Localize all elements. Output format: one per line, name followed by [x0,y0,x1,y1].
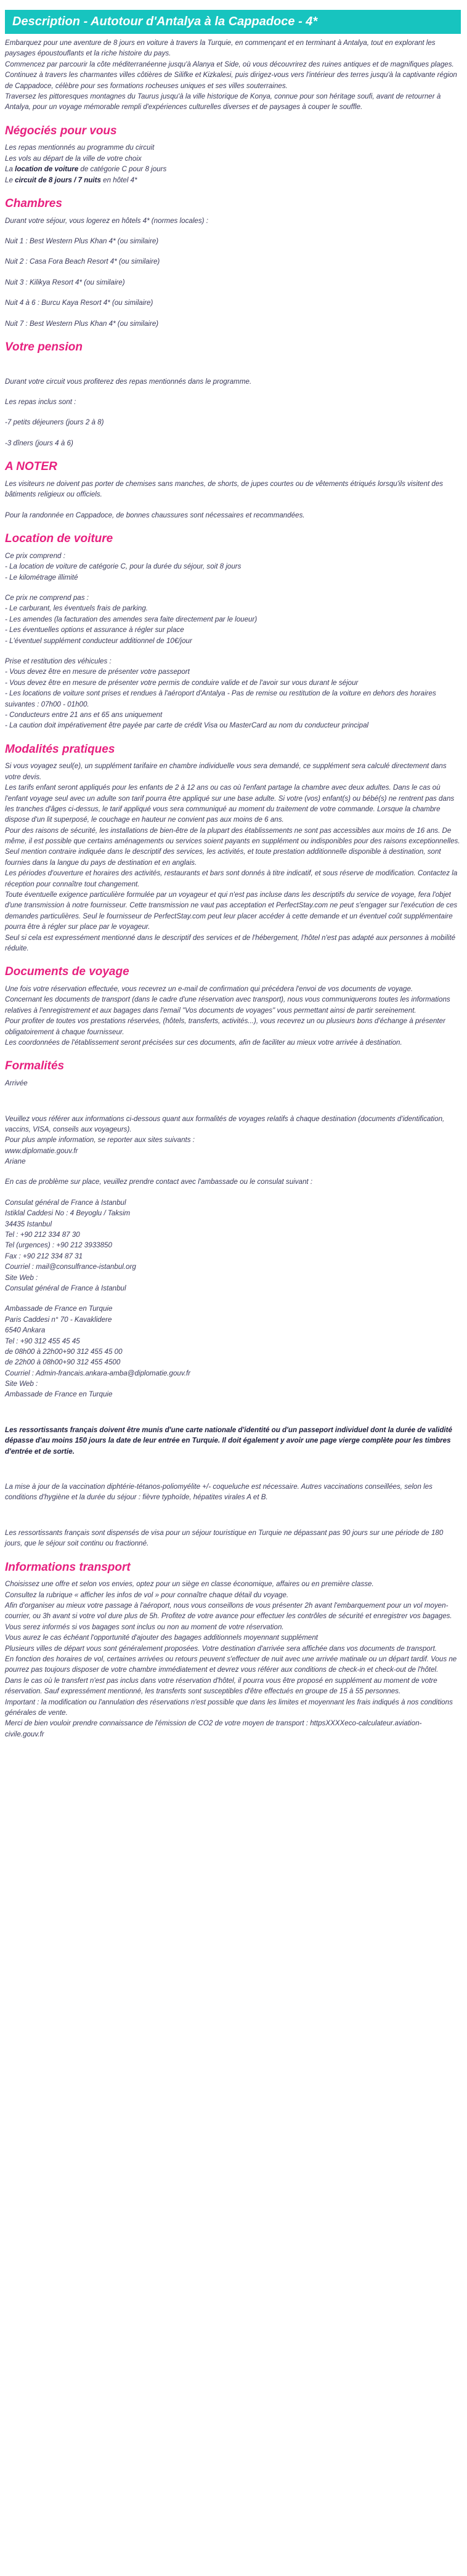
vaccination-text: La mise à jour de la vaccination diphtérie-tétanos-poliomyélite +/- coqueluche est nécessaire. Autres vaccinations conseillées, selon les conditions d'hygiène et la durée du séjour : fièvre typhoïde, hépatites virales A et B. [5,1483,432,1502]
section-heading-negocies: Négociés pour vous [5,124,117,137]
pension-breakfasts: -7 petits déjeuners (jours 2 à 8) [5,418,104,427]
excludes-label: Ce prix ne comprend pas : [5,593,89,602]
negocies-circuit-line [5,175,461,185]
noter-line: Les visiteurs ne doivent pas porter de chemises sans manches, de shorts, de jupes courtes ou de vêtements étriqués lorsqu'ils visitent des bâtiments religieux ou officiels. [5,479,444,499]
pickup-item: - La caution doit impérativement être payée par carte de crédit Visa ou MasterCard au nom du conducteur principal [5,721,369,730]
excludes-item: - Les éventuelles options et assurance à régler sur place [5,626,184,634]
pension-included-label: Les repas inclus sont : [5,398,76,407]
noter-line: Pour la randonnée en Cappadoce, de bonnes chaussures sont nécessaires et recommandées. [5,511,305,519]
intro-paragraph: Embarquez pour une aventure de 8 jours en voiture à travers la Turquie, en commençant et en terminant à Antalya, tout en explorant les paysages époustouflants et la riche histoire du pays. [5,39,436,58]
pension-section [5,359,461,449]
pickup-item: - Les locations de voiture sont prises et rendues à l'aéroport d'Antalya - Pas de remise ou restitution de la voiture en dehors des horaires suivantes : 07h00 - 01h00. [5,689,436,708]
transport-paragraph: Important : la modification ou l'annulation des réservations n'est possible que dans les limites et moyennant les frais indiqués à nos conditions générales de vente. [5,1698,453,1717]
section-heading-formalites: Formalités [5,1059,65,1073]
excludes-item: - Les amendes (la facturation des amendes sera faite directement par le loueur) [5,615,258,623]
modalites-paragraph: Toute éventuelle exigence particulière formulée par un voyageur et qui n'est pas incluse dans les descriptifs du service de voyage, fera l'objet d'une transmission à notre fournisseur. Cette transmission ne vaut pas acceptation et PerfectStay.com ne peut s'engager sur l'exécution de ces demandes particulières. Seul le fournisseur de PerfectStay.com peut leur placer accéder à cette demande et un éventuel coût supplémentaire pourra être à régler sur place par le voyageur. [5,891,458,931]
ambassade-line: Tel : +90 312 455 45 45 [5,1337,80,1345]
night-item: Nuit 3 : Kilikya Resort 4* (ou similaire) [5,278,125,286]
transport-section [5,1579,461,1740]
consulat-line: Site Web : [5,1273,38,1282]
location-section [5,551,461,731]
negocies-location-line [5,164,461,174]
transport-paragraph: Dans le cas où le transfert n'est pas inclus dans votre réservation d'hôtel, il pourra vous être proposé en supplément au moment de votre réservation. Sauf expressément mentionné, les transferts sont susceptibles d'être effectués en groupe de 15 à 55 personnes. [5,1676,437,1696]
transport-paragraph: Plusieurs villes de départ vous sont généralement proposées. Votre destination d'arrivée sera affichée dans vos documents de transport. [5,1644,437,1653]
modalites-paragraph: Seul mention contraire indiquée dans le descriptif des services, les activités, et toute prestation additionnelle disponible à destination, sont fournies dans la langue du pays de destination et en anglais. [5,848,441,867]
chambres-section [5,216,461,329]
consulat-line: Tel (urgences) : +90 212 3933850 [5,1241,112,1250]
documents-paragraph: Les coordonnées de l'établissement seront précisées sur ces documents, afin de faciliter au mieux votre arrivée à destination. [5,1039,402,1047]
intro-paragraph: Commencez par parcourir la côte méditerranéenne jusqu'à Alanya et Side, où vous découvrirez des ruines antiques et de magnifiques plages. [5,60,454,68]
night-item: Nuit 4 à 6 : Burcu Kaya Resort 4* (ou similaire) [5,299,153,307]
text-fragment: en hôtel 4* [100,176,137,184]
ambassade-line: de 22h00 à 08h00+90 312 455 4500 [5,1358,121,1367]
pension-dinners: -3 dîners (jours 4 à 6) [5,439,73,447]
modalites-paragraph: Pour des raisons de sécurité, les installations de bien-être de la plupart des établissements ne sont pas accessibles aux moins de 16 ans. De même, il est possible que certains aménagements ou services soient payants en supplément ou indisponibles pour des raisons exceptionnelles. [5,826,460,846]
intro-paragraph: Traversez les pittoresques montagnes du Taurus jusqu'à la ville historique de Konya, connue pour son héritage soufi, avant de retourner à Antalya, pour un voyage mémorable rempli d'expériences culturelles diverses et de paysages à couper le souffle. [5,92,441,111]
transport-paragraph: Vous aurez le cas échéant l'opportunité d'ajouter des bagages additionnels moyennant supplément [5,1634,319,1642]
location-highlight: location de voiture [15,165,79,174]
includes-item: - La location de voiture de catégorie C, pour la durée du séjour, soit 8 jours [5,562,242,571]
modalites-section [5,761,461,954]
consulat-line: 34435 Istanbul [5,1220,52,1228]
section-heading-noter: A NOTER [5,460,57,474]
documents-paragraph: Pour profiter de toutes vos prestations réservées, (hôtels, transferts, activités...), vous recevrez un ou plusieurs bons d'échange à présenter obligatoirement à chaque fournisseur. [5,1017,445,1036]
excludes-item: - L'éventuel supplément conducteur additionnel de 10€/jour [5,636,192,645]
includes-label: Ce prix comprend : [5,551,65,560]
co2-calculator-link[interactable]: Merci de bien vouloir prendre connaissance de l'émission de CO2 de votre moyen de transport : httpsXXXXeco-calculateur.aviation-civile.gouv.fr [5,1719,422,1738]
intro-section [5,38,461,113]
formalites-section [5,1078,461,1549]
noter-section [5,479,461,520]
diplomatie-link[interactable]: www.diplomatie.gouv.fr [5,1146,78,1155]
modalites-paragraph: Les périodes d'ouverture et horaires des activités, restaurants et bars sont donnés à titre indicatif, et sous réserve de modification. Contactez la réception pour connaître tout changement. [5,869,458,888]
consulat-email-link[interactable]: Courriel : mail@consulfrance-istanbul.org [5,1263,136,1271]
page-title: Description - Autotour d'Antalya à la Cappadoce - 4* [5,10,461,34]
section-heading-transport: Informations transport [5,1560,131,1574]
intro-paragraph: Continuez à travers les charmantes villes côtières de Silifke et Kizkalesi, puis dirigez-vous vers l'intérieur des terres jusqu'à la captivante région de Cappadoce, célèbre pour ses formations rocheuses uniques et ses villes souterraines. [5,71,457,90]
pickup-item: - Conducteurs entre 21 ans et 65 ans uniquement [5,710,163,719]
excludes-item: - Le carburant, les éventuels frais de parking. [5,604,148,613]
section-heading-documents: Documents de voyage [5,965,129,979]
negocies-line: Les repas mentionnés au programme du circuit [5,144,155,152]
passport-notice: Les ressortissants français doivent être munis d'une carte nationale d'identité ou d'un passeport individuel dont la durée de validité dépasse d'au moins 150 jours la date de leur entrée en Turquie. Il doit également y avoir une page vierge complète pour les timbres d'entrée et de sortie. [5,1425,452,1456]
formalites-info: Veuillez vous référer aux informations ci-dessous quant aux formalités de voyages relatifs à chaque destination (documents d'identification, vaccins, VISA, conseils aux voyageurs). [5,1114,445,1133]
night-item: Nuit 7 : Best Western Plus Khan 4* (ou similaire) [5,319,159,328]
ambassade-email-link[interactable]: Courriel : Admin-francais.ankara-amba@diplomatie.gouv.fr [5,1369,191,1377]
formalites-problem: En cas de problème sur place, veuillez prendre contact avec l'ambassade ou le consulat suivant : [5,1178,313,1186]
text-fragment: Le [5,176,15,184]
consulat-site-link[interactable]: Consulat général de France à Istanbul [5,1284,126,1292]
pickup-item: - Vous devez être en mesure de présenter votre permis de conduire valide et de l'avoir sur vous durant le séjour [5,678,359,687]
modalites-paragraph: Si vous voyagez seul(e), un supplément tarifaire en chambre individuelle vous sera demandé, ce supplément sera calculé directement dans votre devis. [5,762,447,781]
ambassade-line: Site Web : [5,1380,38,1388]
negocies-line: Les vols au départ de la ville de votre choix [5,154,142,163]
pickup-label: Prise et restitution des véhicules : [5,657,112,665]
consulat-line: Fax : +90 212 334 87 31 [5,1252,83,1260]
transport-paragraph: Afin d'organiser au mieux votre passage à l'aéroport, nous vous conseillons de vous présenter 2h avant l'embarquement pour un vol moyen-courrier, ou 3h avant si votre vol dure plus de 5h. Profitez de votre avance pour effectuer les contrôles de sécurité et enregistrer vos bagages. [5,1602,452,1621]
negocies-section [5,142,461,185]
documents-paragraph: Une fois votre réservation effectuée, vous recevrez un e-mail de confirmation qui précédera l'envoi de vos documents de voyage. [5,985,413,994]
consulat-line: Tel : +90 212 334 87 30 [5,1231,80,1239]
chambres-intro: Durant votre séjour, vous logerez en hôtels 4* (normes locales) : [5,216,208,225]
consulat-line: Consulat général de France à Istanbul [5,1198,126,1207]
ambassade-line: 6540 Ankara [5,1326,46,1335]
pension-text: Durant votre circuit vous profiterez des repas mentionnés dans le programme. [5,377,252,386]
arrivee-label: Arrivée [5,1079,28,1088]
pickup-item: - Vous devez être en mesure de présenter votre passeport [5,668,190,676]
documents-paragraph: Concernant les documents de transport (dans le cadre d'une réservation avec transport), nous vous communiquerons toutes les informations relatives à l'enregistrement et aux bagages dans l'email "Vos documents de voyages" vous permettant ainsi de partir sereinement. [5,995,450,1015]
transport-paragraph: En fonction des horaires de vol, certaines arrivées ou retours peuvent s'effectuer de nuit avec une arrivée matinale ou un départ tardif. Vous ne pourrez pas toujours disposer de votre chambre immédiatement et devrez vous référer aux conditions de check-in et check-out de l'hôtel. [5,1655,457,1674]
visa-text: Les ressortissants français sont dispensés de visa pour un séjour touristique en Turquie ne dépassant pas 90 jours sur une période de 180 jours, que le séjour soit continu ou fractionné. [5,1528,444,1548]
night-item: Nuit 2 : Casa Fora Beach Resort 4* (ou similaire) [5,257,160,266]
consulat-line: Istiklal Caddesi No : 4 Beyoglu / Taksim [5,1209,131,1218]
section-heading-location: Location de voiture [5,532,113,546]
circuit-highlight: circuit de 8 jours / 7 nuits [15,176,101,184]
section-heading-modalites: Modalités pratiques [5,742,115,756]
ambassade-line: de 08h00 à 22h00+90 312 455 45 00 [5,1347,123,1356]
ariane-link[interactable]: Ariane [5,1157,26,1166]
ambassade-line: Paris Caddesi n° 70 - Kavaklidere [5,1315,112,1324]
transport-paragraph: Consultez la rubrique « afficher les infos de vol » pour connaître chaque détail du voyage. [5,1590,289,1599]
formalites-info: Pour plus ample information, se reporter aux sites suivants : [5,1136,195,1144]
transport-paragraph: Vous serez informés si vos bagages sont inclus ou non au moment de votre réservation. [5,1622,284,1631]
night-item: Nuit 1 : Best Western Plus Khan 4* (ou similaire) [5,237,159,246]
text-fragment: La [5,165,15,174]
includes-item: - Le kilométrage illimité [5,573,78,581]
section-heading-pension: Votre pension [5,341,83,354]
section-heading-chambres: Chambres [5,196,62,210]
documents-section [5,984,461,1048]
transport-paragraph: Choisissez une offre et selon vos envies, optez pour un siège en classe économique, affaires ou en première classe. [5,1580,374,1589]
modalites-paragraph: Les tarifs enfant seront appliqués pour les enfants de 2 à 12 ans ou cas où l'enfant partage la chambre avec deux adultes. Dans le cas où l'enfant voyage seul avec un adulte son tarif pourra être appliqué sur une base adulte. Si votre (vos) enfant(s) ou bébé(s) ne rentrent pas dans les tranches d'âges ci-dessus, le tarif appliqué vous sera communiqué au moment du traitement de votre commande. Lorsque la chambre dispose d'un lit superposé, le couchage en hauteur ne convient pas aux moins de 6 ans. [5,784,455,824]
ambassade-site-link[interactable]: Ambassade de France en Turquie [5,1390,113,1399]
ambassade-line: Ambassade de France en Turquie [5,1305,113,1313]
text-fragment: de catégorie C pour 8 jours [78,165,167,174]
modalites-paragraph: Seul si cela est expressément mentionné dans le descriptif des services et de l'hébergement, l'hôtel n'est pas adapté aux personnes à mobilité réduite. [5,933,456,952]
